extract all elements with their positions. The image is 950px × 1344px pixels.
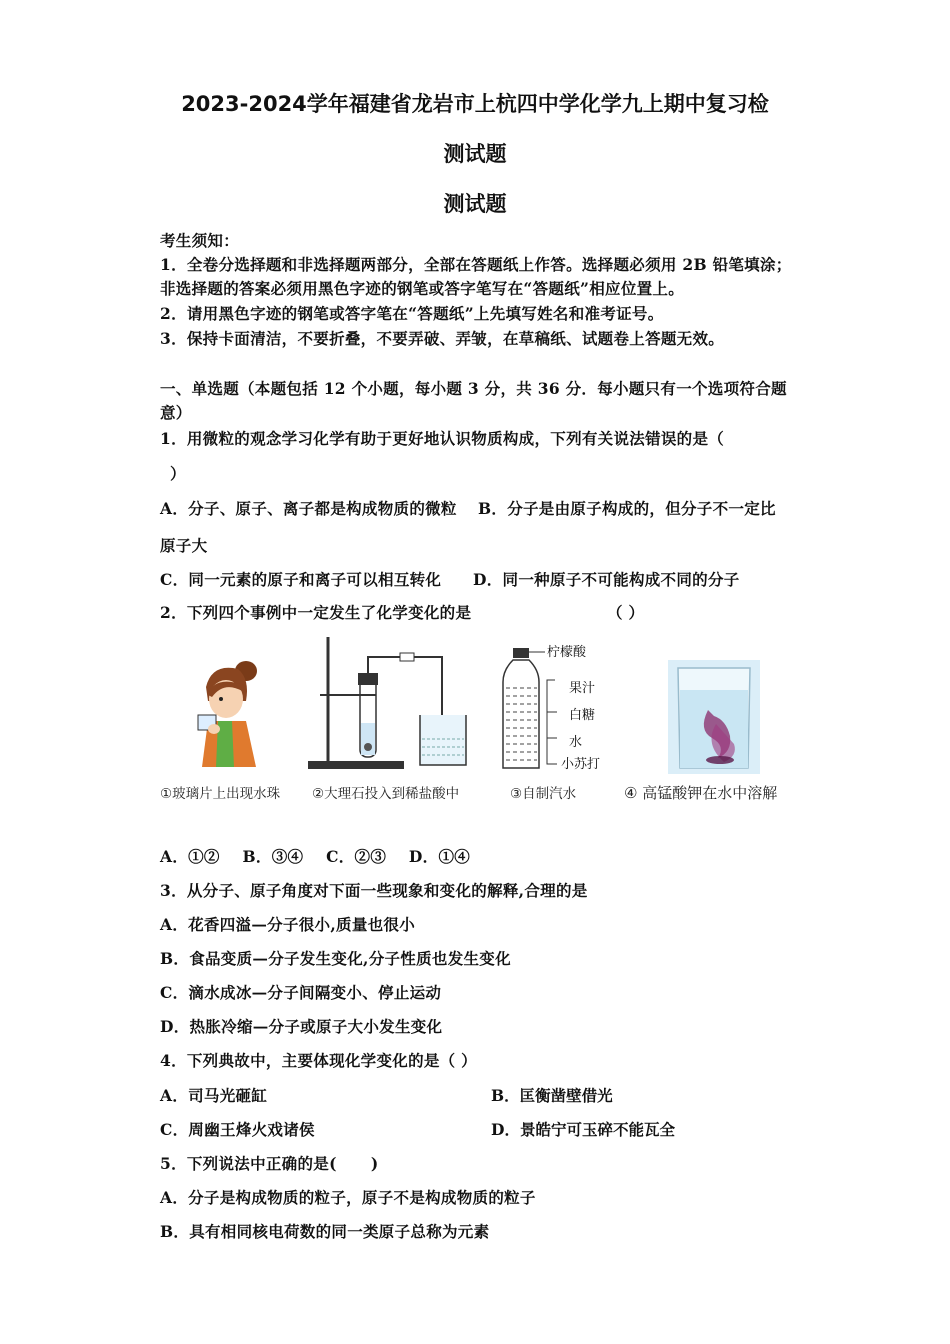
q1-option-c: C．同一元素的原子和离子可以相互转化 [160,570,442,589]
notice-item1-b: 非选择题的答案必须用黑色字迹的钢笔或答字笔写在“答题纸”相应位置上。 [160,279,685,298]
q3-stem: 3．从分子、原子角度对下面一些现象和变化的解释,合理的是 [160,881,588,900]
bottle-label-citric-acid: 柠檬酸 [547,645,587,660]
q2-stem: 2．下列四个事例中一定发生了化学变化的是 [160,603,472,622]
q2-paren: （ ） [607,603,645,622]
q4-option-a: A．司马光砸缸 [160,1086,268,1105]
q5-option-b: B．具有相同核电荷数的同一类原子总称为元素 [160,1222,490,1241]
q4-option-b: B．匡衡凿壁借光 [491,1086,613,1105]
exam-title-line1: 2023-2024学年福建省龙岩市上杭四中学化学九上期中复习检 [181,92,769,116]
notice-item1-a: 1．全卷分选择题和非选择题两部分，全部在答题纸上作答。选择题必须用 2B 铅笔填涂； [160,255,792,274]
q5-stem: 5．下列说法中正确的是( ) [160,1154,379,1173]
bottle-label-sugar: 白糖 [569,708,596,723]
figure-caption-2: ②大理石投入到稀盐酸中 [312,786,460,802]
exam-title-line2: 测试题 [443,142,507,166]
q1-stem-b: ） [170,464,186,483]
q4-option-c: C．周幽王烽火戏诸侯 [160,1120,315,1139]
bottle-label-water: 水 [569,735,583,750]
q1-option-b-cont: 原子大 [160,536,208,555]
q1-option-d: D．同一种原子不可能构成不同的分子 [473,570,740,589]
q5-option-a: A．分子是构成物质的粒子，原子不是构成物质的粒子 [160,1188,536,1207]
q2-options: A．①② B．③④ C．②③ D．①④ [160,847,471,866]
q3-option-b: B．食品变质—分子发生变化,分子性质也发生变化 [160,949,511,968]
notice-item3: 3．保持卡面清洁，不要折叠，不要弄破、弄皱，在草稿纸、试题卷上答题无效。 [160,329,725,348]
figure-caption-1: ①玻璃片上出现水珠 [160,786,281,802]
q3-option-a: A．花香四溢—分子很小,质量也很小 [160,915,416,934]
q1-option-b: B．分子是由原子构成的，但分子不一定比 [478,499,776,518]
bottle-label-juice: 果汁 [569,681,596,696]
q3-option-c: C．滴水成冰—分子间隔变小、停止运动 [160,983,442,1002]
q4-stem: 4．下列典故中，主要体现化学变化的是（ ） [160,1051,477,1070]
bottle-label-baking-soda: 小苏打 [561,757,601,772]
girl-glass-figure [188,655,268,773]
q3-option-d: D．热胀冷缩—分子或原子大小发生变化 [160,1017,443,1036]
marble-acid-apparatus [300,635,480,773]
figure-caption-3: ③自制汽水 [510,786,577,802]
q1-option-a: A．分子、原子、离子都是构成物质的微粒 [160,499,457,518]
figure-caption-4: ④ 高锰酸钾在水中溶解 [624,784,778,802]
notice-item2: 2．请用黑色字迹的钢笔或答字笔在“答题纸”上先填写姓名和准考证号。 [160,304,664,323]
section1-heading-a: 一、单选题（本题包括 12 个小题，每小题 3 分，共 36 分．每小题只有一个选项符合题 [160,379,787,398]
soda-bottle-figure [495,640,625,775]
section1-heading-b: 意） [160,403,192,422]
exam-title-line3: 测试题 [443,192,507,216]
q1-stem-a: 1．用微粒的观念学习化学有助于更好地认识物质构成，下列有关说法错误的是（ [160,429,725,448]
notice-heading: 考生须知： [160,231,240,250]
q4-option-d: D．景皓宁可玉碎不能瓦全 [491,1120,675,1139]
permanganate-beaker-figure [668,660,760,774]
